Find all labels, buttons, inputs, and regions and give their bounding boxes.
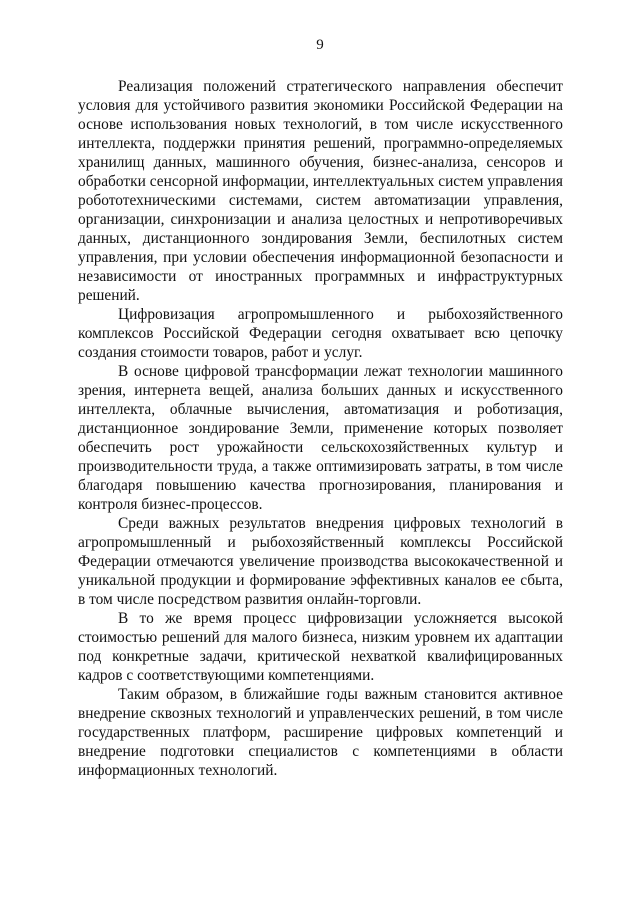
paragraph-results: Среди важных результатов внедрения цифровых технологий в агропромышленный и рыбохозяйственный комплексы Российской Федерации отмечаются увеличение производства высококачественной и уникальной продукции и формирование эффективных каналов ее сбыта, в том числе посредством развития онлайн-торговли.: [78, 515, 563, 608]
paragraph-strategic-direction: Реализация положений стратегического направления обеспечит условия для устойчивого развития экономики Российской Федерации на основе использования новых технологий, в том числе искусственного интеллекта, поддержки принятия решений, программно-определяемых хранилищ данных, машинного обучения, бизнес-анализа, сенсоров и обработки сенсорной информации, интеллектуальных систем управления робототехническими системами, систем автоматизации управления, организации, синхронизации и анализа целостных и непротиворечивых данных, дистанционного зондирования Земли, беспилотных систем управления, при условии обеспечения информационной безопасности и независимости от иностранных программных и инфраструктурных решений.: [78, 78, 563, 304]
paragraph-digitalization-scope: Цифровизация агропромышленного и рыбохозяйственного комплексов Российской Федерации сегодня охватывает всю цепочку создания стоимости товаров, работ и услуг.: [78, 306, 563, 361]
document-body: [78, 77, 563, 780]
paragraph-technology-basis: В основе цифровой трансформации лежат технологии машинного зрения, интернета вещей, анализа больших данных и искусственного интеллекта, облачные вычисления, автоматизация и роботизация, дистанционное зондирование Земли, применение которых позволяет обеспечить рост урожайности сельскохозяйственных культур и производительности труда, а также оптимизировать затраты, в том числе благодаря повышению качества прогнозирования, планирования и контроля бизнес-процессов.: [78, 363, 563, 513]
page-number: 9: [316, 37, 324, 53]
paragraph-challenges: В то же время процесс цифровизации усложняется высокой стоимостью решений для малого бизнеса, низким уровнем их адаптации под конкретные задачи, критической нехваткой квалифицированных кадров с соответствующими компетенциями.: [78, 610, 563, 684]
paragraph-conclusion: Таким образом, в ближайшие годы важным становится активное внедрение сквозных технологий и управленческих решений, в том числе государственных платформ, расширение цифровых компетенций и внедрение подготовки специалистов с компетенциями в области информационных технологий.: [78, 686, 563, 779]
